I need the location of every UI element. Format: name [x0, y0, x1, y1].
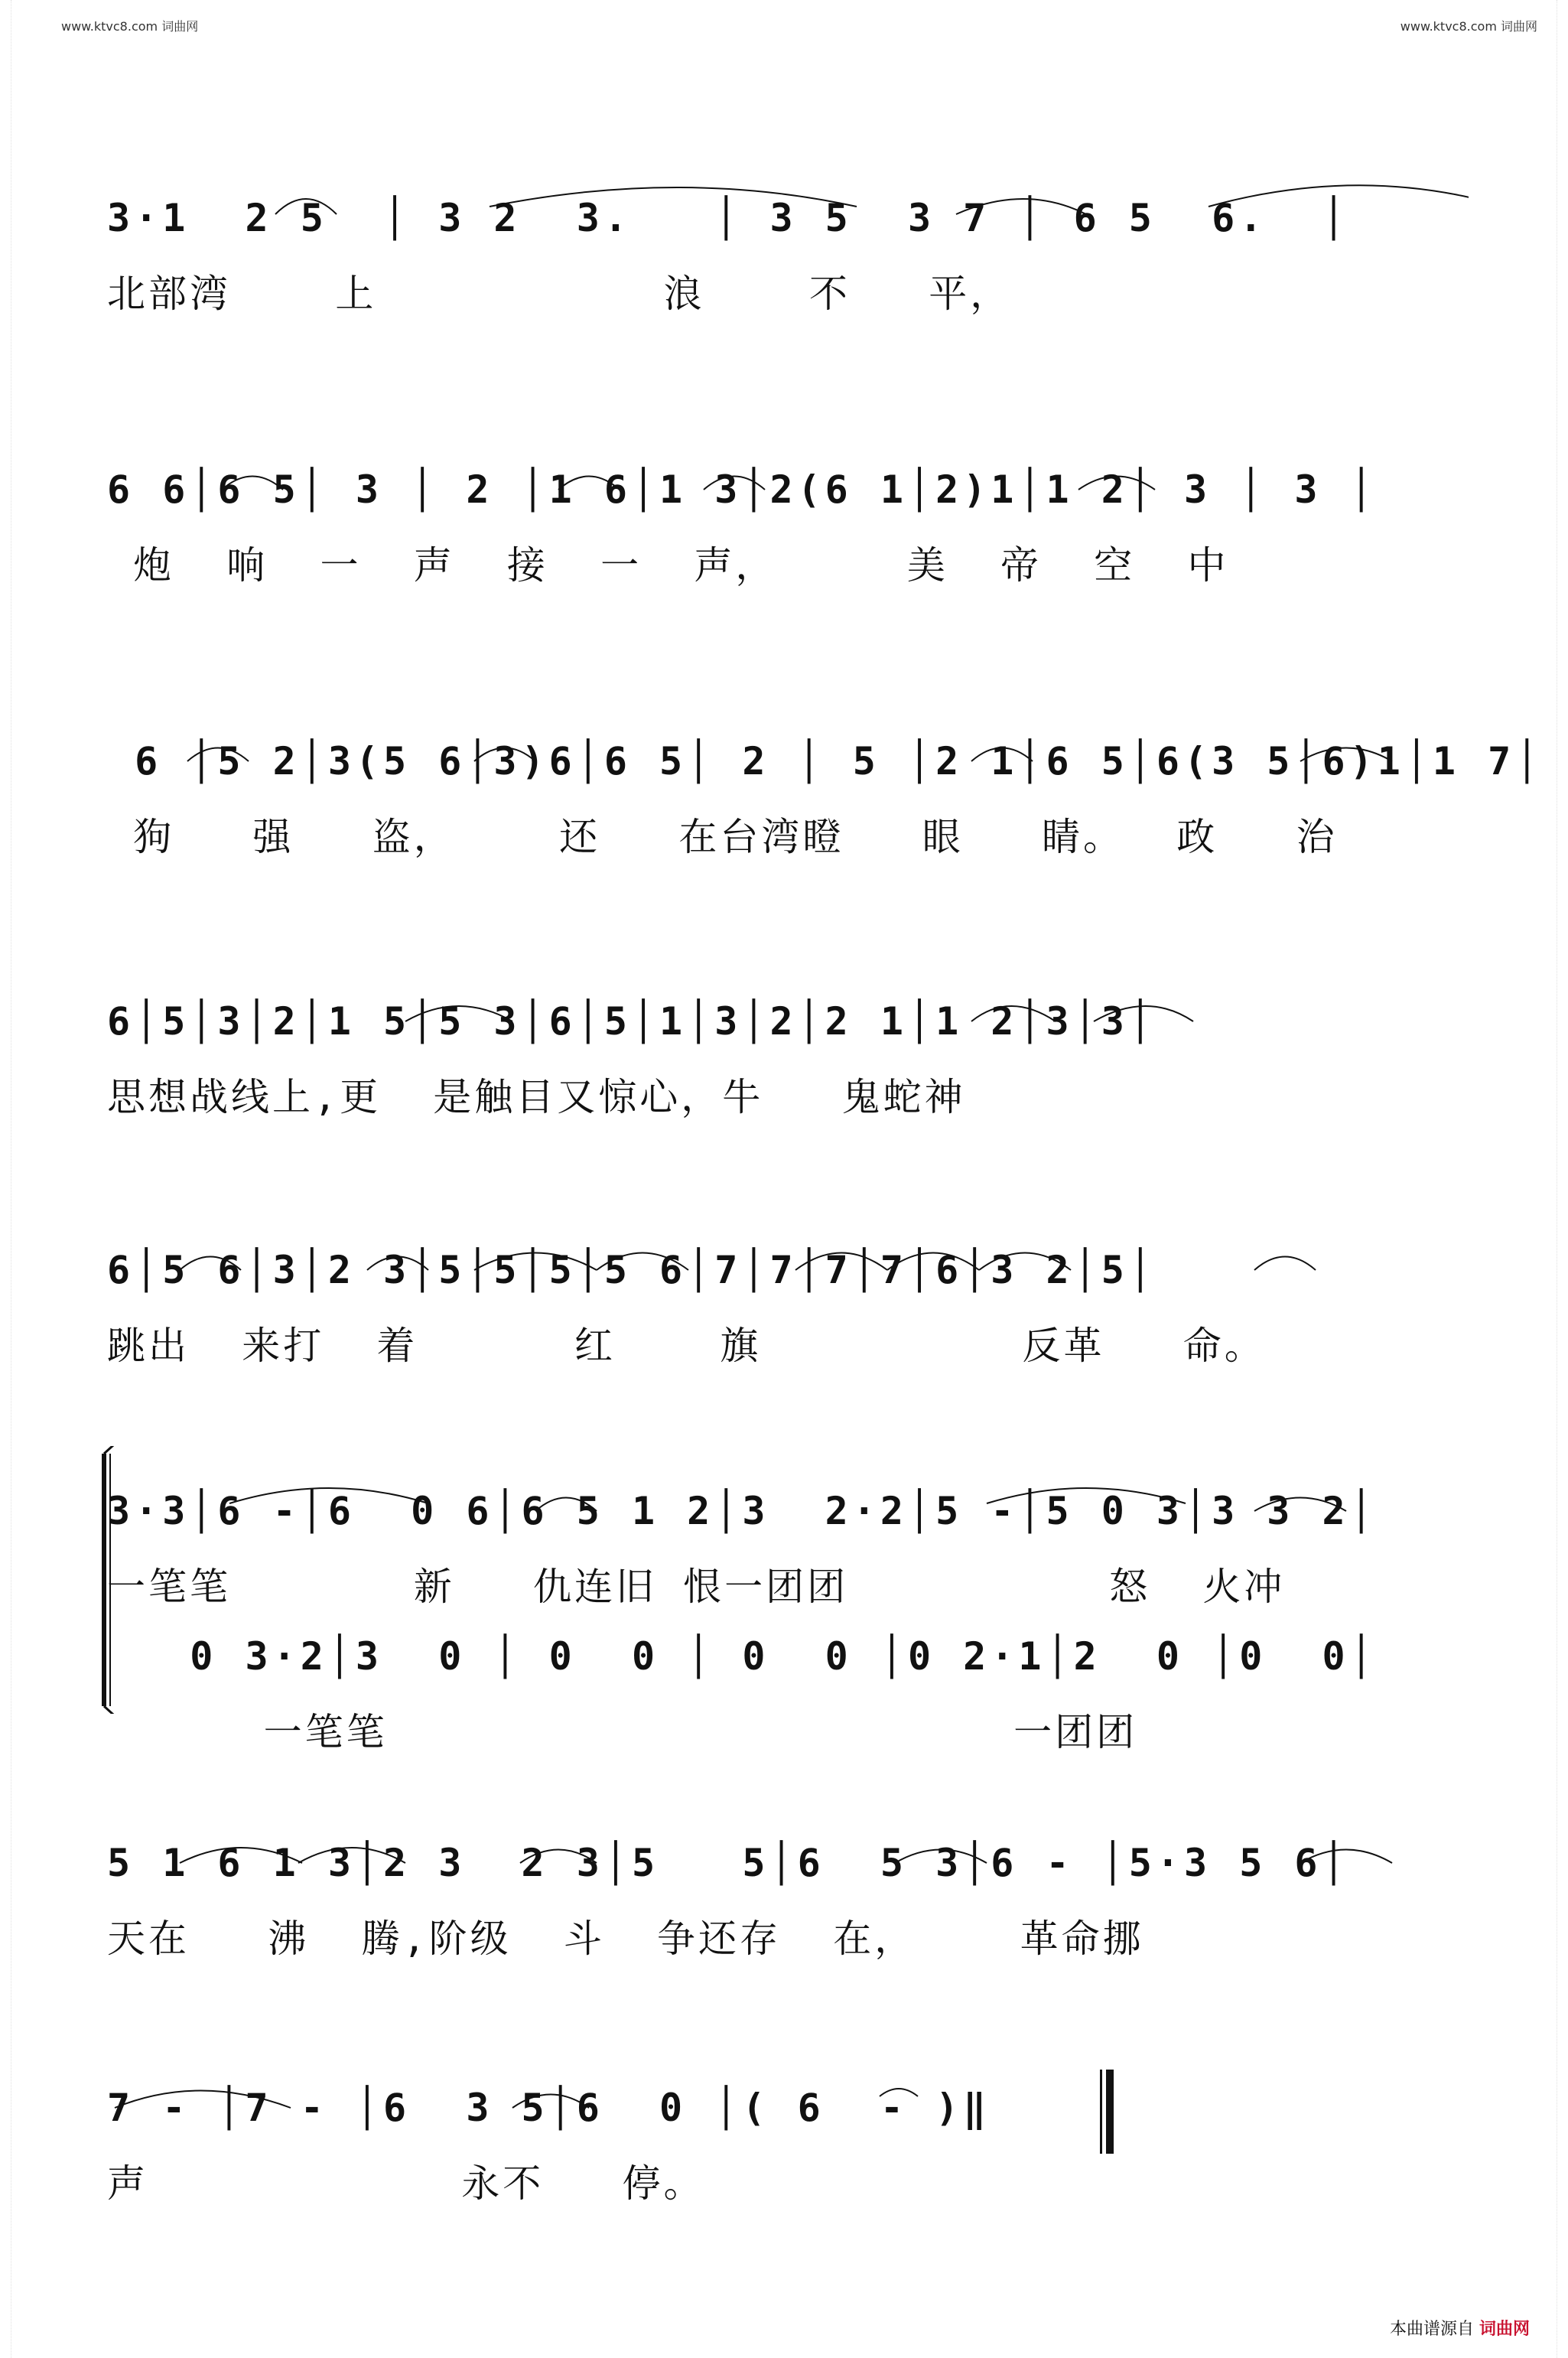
final-barline	[1100, 2070, 1114, 2154]
lyric-line-1: 北部湾 上 浪 不 平，	[107, 272, 1012, 316]
left-margin-strip	[0, 0, 11, 2358]
notation-line-4: 6│5│3│2│1 5│5 3│6│5│1│3│2│2 1│1 2│3│3│	[107, 999, 1156, 1044]
right-margin-strip	[1557, 0, 1568, 2358]
notation-line-2: 6 6│6 5│ 3 │ 2 │1 6│1 3│2(6 1│2)1│1 2│ 3 │ 3 │	[107, 467, 1378, 512]
brand-link[interactable]: 词曲网	[1479, 2320, 1530, 2339]
score-system-5	[107, 1228, 1469, 1376]
score-system-2	[107, 448, 1469, 596]
score-system-4	[107, 979, 1469, 1128]
score-system-1	[107, 176, 1469, 324]
notation-line-9: 7 - │7 - │6 3 5│6 0 │( 6 - )‖	[107, 2086, 991, 2130]
lyric-line-3: 狗 强 盗， 还 在台湾瞪 眼 睛。 政 治	[107, 815, 1338, 859]
lyric-line-9: 声 永不 停。	[107, 2161, 705, 2206]
score-system-3	[107, 719, 1544, 868]
lyric-line-7: 一笔笔 一团团	[107, 1710, 1138, 1754]
notation-line-6: 3·3│6 -│6 0 6│6 5 1 2│3 2·2│5 -│5 0 3│3 3 2│	[107, 1489, 1378, 1533]
notation-line-8: 5 1 6 1 3│2 3 2 3│5 5│6 5 3│6 - │5·3 5 6│	[107, 1841, 1350, 1885]
lyric-line-5: 跳出 来打 着 红 旗 反革 命。	[107, 1324, 1266, 1368]
notation-line-5: 6│5 6│3│2 3│5│5│5│5 6│7│7│7│7│6│3 2│5│	[107, 1248, 1156, 1292]
source-footer	[1390, 2316, 1530, 2340]
notation-line-7: 0 3·2│3 0 │ 0 0 │ 0 0 │0 2·1│2 0 │0 0│	[107, 1634, 1378, 1679]
score-system-8	[107, 2066, 1469, 2214]
source-label: 本曲谱源自	[1389, 2320, 1474, 2339]
score-system-6-lower	[107, 1614, 1469, 1763]
score-system-6-upper	[107, 1469, 1469, 1617]
notation-line-1: 3·1 2 5 │ 3 2 3. │ 3 5 3 7 │ 6 5 6. │	[107, 196, 1350, 240]
top-left-watermark: www.ktvc8.com 词曲网	[61, 19, 199, 34]
score-system-7	[107, 1821, 1469, 1969]
notation-line-3: 6 │5 2│3(5 6│3)6│6 5│ 2 │ 5 │2 1│6 5│6(3 5│6)1│1 7│	[107, 739, 1544, 783]
lyric-line-8: 天在 沸 腾,阶级 斗 争还存 在， 革命挪	[107, 1917, 1144, 1961]
top-right-watermark: www.ktvc8.com 词曲网	[1400, 19, 1537, 34]
lyric-line-6: 一笔笔 新 仇连旧 恨一团团 怒 火冲	[107, 1565, 1286, 1609]
lyric-line-4: 思想战线上,更 是触目又惊心，牛 鬼蛇神	[107, 1075, 966, 1119]
lyric-line-2: 炮 响 一 声 接 一 声， 美 帝 空 中	[107, 543, 1229, 588]
